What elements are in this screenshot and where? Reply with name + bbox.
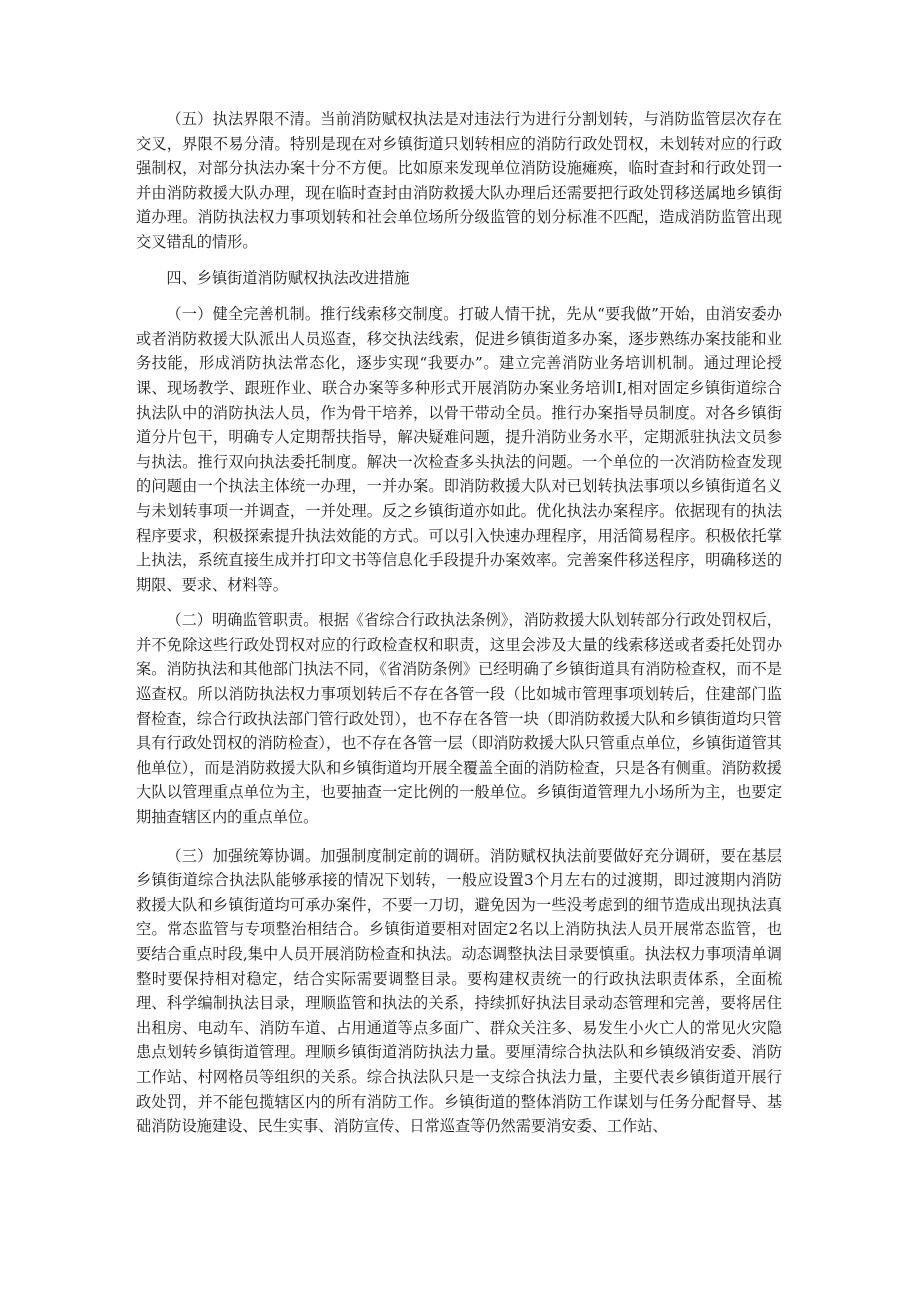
paragraph-coordination: （三）加强统筹协调。加强制度制定前的调研。消防赋权执法前要做好充分调研，要在基层乡镇街道综合执法队能够承接的情况下划转，一般应设置3个月左右的过渡期，即过渡期内消防救援大队和乡镇街道均可承办案件，不要一刀切，避免因为一些没考虑到的细节造成出现执法真空。常态监管与专项整治相结合。乡镇街道要相对固定2名以上消防执法人员开展常态监管，也要结合重点时段,集中人员开展消防检查和执法。动态调整执法目录要慎重。执法权力事项清单调整时要保持相对稳定，结合实际需要调整目录。要构建权责统一的行政执法职责体系，全面梳理、科学编制执法目录，理顺监管和执法的关系，持续抓好执法目录动态管理和完善，要将居住出租房、电动车、消防车道、占用通道等点多面广、群众关注多、易发生小火亡人的常见火灾隐患点划转乡镇街道管理。理顺乡镇街道消防执法力量。要厘清综合执法队和乡镇级消安委、消防工作站、村网格员等组织的关系。综合执法队只是一支综合执法力量，主要代表乡镇街道开展行政处罚，并不能包揽辖区内的所有消防工作。乡镇街道的整体消防工作谋划与任务分配督导、基础消防设施建设、民生实事、消防宣传、日常巡查等仍然需要消安委、工作站、: [136, 846, 782, 1136]
paragraph-enforcement-boundaries: （五）执法界限不清。当前消防赋权执法是对违法行为进行分割划转，与消防监管层次存在交叉，界限不易分清。特别是现在对乡镇街道只划转相应的消防行政处罚权，未划转对应的行政强制权，对部分执法办案十分不方便。比如原来发现单位消防设施瘫痪，临时查封和行政处罚一并由消防救援大队办理，现在临时查封由消防救援大队办理后还需要把行政处罚移送属地乡镇街道办理。消防执法权力事项划转和社会单位场所分级监管的划分标准不匹配，造成消防监管出现交叉错乱的情形。: [136, 110, 782, 251]
document-page: [136, 107, 782, 1139]
paragraph-clarify-supervision: （二）明确监管职责。根据《省综合行政执法条例》，消防救援大队划转部分行政处罚权后，并不免除这些行政处罚权对应的行政检查权和职责，这里会涉及大量的线索移送或者委托处罚办案。消防执法和其他部门执法不同，《省消防条例》已经明确了乡镇街道具有消防检查权，而不是巡查权。所以消防执法权力事项划转后不存在各管一段（比如城市管理事项划转后，住建部门监督检查，综合行政执法部门管行政处罚），也不存在各管一块（即消防救援大队和乡镇街道均只管具有行政处罚权的消防检查），也不存在各管一层（即消防救援大队只管重点单位，乡镇街道管其他单位），而是消防救援大队和乡镇街道均开展全覆盖全面的消防检查，只是各有侧重。消防救援大队以管理重点单位为主，也要抽查一定比例的一般单位。乡镇街道管理九小场所为主，也要定期抽查辖区内的重点单位。: [136, 611, 782, 827]
section-heading-improvement-measures: 四、乡镇街道消防赋权执法改进措施: [166, 268, 410, 287]
paragraph-improve-mechanism: （一）健全完善机制。推行线索移交制度。打破人情干扰，先从“要我做”开始，由消安委办或者消防救援大队派出人员巡查，移交执法线索，促进乡镇街道多办案，逐步熟练办案技能和业务技能，形成消防执法常态化，逐步实现“我要办”。建立完善消防业务培训机制。通过理论授课、现场教学、跟班作业、联合办案等多种形式开展消防办案业务培训I,相对固定乡镇街道综合执法队中的消防执法人员，作为骨干培养，以骨干带动全员。推行办案指导员制度。对各乡镇街道分片包干，明确专人定期帮扶指导，解决疑难问题，提升消防业务水平，定期派驻执法文员参与执法。推行双向执法委托制度。解决一次检查多头执法的问题。一个单位的一次消防检查发现的问题由一个执法主体统一办理，一并办案。即消防救援大队对已划转执法事项以乡镇街道名义与未划转事项一并调查，一并处理。反之乡镇街道亦如此。优化执法办案程序。依据现有的执法程序要求，积极探索提升执法效能的方式。可以引入快速办理程序，用活简易程序。积极依托掌上执法，系统直接生成并打印文书等信息化手段提升办案效率。完善案件移送程序，明确移送的期限、要求、材料等。: [136, 305, 782, 594]
